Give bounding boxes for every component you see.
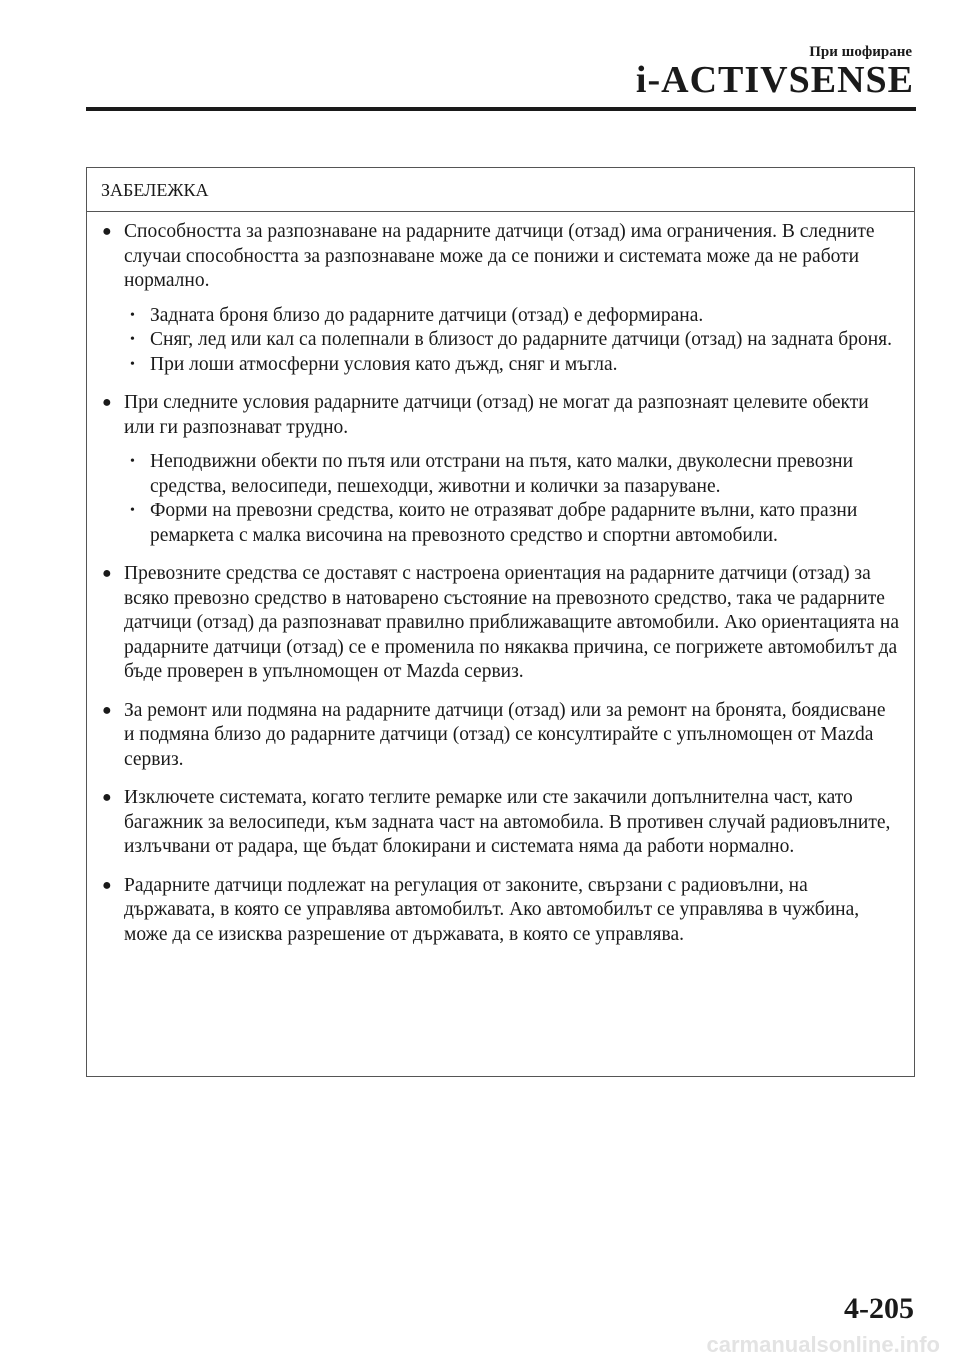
bullet-icon: ● (102, 223, 112, 240)
header-divider (86, 107, 916, 111)
note-bullet-item (101, 699, 900, 773)
note-bullet-text: За ремонт или подмяна на радарните датчици (отзад) или за ремонт на бронята, боядисване и подмяна близо до радарните датчици (отзад) се консултирайте с упълномощен от Mazda сервиз. (124, 699, 886, 770)
page-number: 4-205 (844, 1292, 914, 1325)
note-bullet-item (101, 562, 900, 685)
note-bullet-text: Радарните датчици подлежат на регулация от законите, свързани с радиовълни, на държавата, в която се управлява автомобилът. Ако автомобилът се управлява в чужбина, може да се изисква разрешение от държавата, в която се управлява. (124, 874, 860, 945)
header-section-label: При шофиране (809, 44, 912, 60)
note-sub-item (124, 499, 900, 548)
note-bullet-text: Изключете системата, когато теглите ремарке или сте закачили допълнителна част, като багажник за велосипеди, към задната част на автомобила. В противен случай радиовълните, излъчвани от радара, ще бъдат блокирани и системата няма да работи нормално. (124, 787, 891, 857)
bullet-icon: ● (102, 789, 112, 806)
note-sub-item (124, 328, 900, 353)
note-bullet-item (101, 874, 900, 948)
note-sub-item (124, 304, 900, 329)
note-bullet-item (101, 220, 900, 377)
bullet-icon: ● (102, 701, 112, 719)
page-title: i-ACTIVSENSE (635, 59, 914, 101)
note-sub-item-text: При лоши атмосферни условия като дъжд, сняг и мъгла. (150, 353, 618, 375)
note-bullet-item (101, 786, 900, 860)
note-bullet-text: Способността за разпознаване на радарните датчици (отзад) има ограничения. В следните случаи способността за разпознаване може да се понижи и системата може да не работи нормално. (124, 221, 875, 291)
note-sub-item-text: Неподвижни обекти по пътя или отстрани на пътя, като малки, двуколесни превозни средства, велосипеди, пешеходци, животни и колички за пазаруване. (150, 451, 854, 497)
note-bullet-text: Превозните средства се доставят с настроена ориентация на радарните датчици (отзад) за всяко превозно средство в натоварено състояние на превозното средство, така че радарните датчици (отзад) да разпознават правилно приближаващите автомобили. Ако ориентацията на радарните датчици (отзад) се е променила по някаква причина, се погрижете автомобилът да бъде проверен в упълномощен от Mazda сервиз. (124, 563, 899, 682)
note-bullet-text: При следните условия радарните датчици (отзад) не могат да разпознаят целевите обекти или ги разпознават трудно. (124, 392, 869, 438)
note-sub-item-text: Задната броня близо до радарните датчици (отзад) е деформирана. (150, 304, 704, 326)
sub-bullet-icon: • (130, 454, 135, 469)
note-sub-item (124, 450, 900, 499)
sub-bullet-icon: • (130, 332, 135, 347)
note-sub-item-text: Форми на превозни средства, които не отразяват добре радарните вълни, като празни ремаркета с малка височина на превозното средство и спортни автомобили. (150, 500, 858, 546)
note-body (87, 212, 914, 947)
note-sub-item-text: Сняг, лед или кал са полепнали в близост до радарните датчици (отзад) на задната броня. (150, 329, 893, 350)
sub-bullet-icon: • (130, 356, 135, 372)
sub-bullet-icon: • (130, 307, 135, 323)
bullet-icon: ● (102, 394, 112, 411)
bullet-icon: ● (102, 565, 112, 582)
note-sub-list (124, 304, 900, 378)
note-sub-item (124, 353, 900, 378)
sub-bullet-icon: • (130, 503, 135, 518)
note-heading: ЗАБЕЛЕЖКА (87, 168, 914, 212)
bullet-icon: ● (102, 876, 112, 894)
note-bullet-item (101, 391, 900, 548)
note-box (86, 167, 915, 1077)
note-sub-list (124, 450, 900, 548)
watermark: carmanualsonline.info (706, 1332, 940, 1357)
